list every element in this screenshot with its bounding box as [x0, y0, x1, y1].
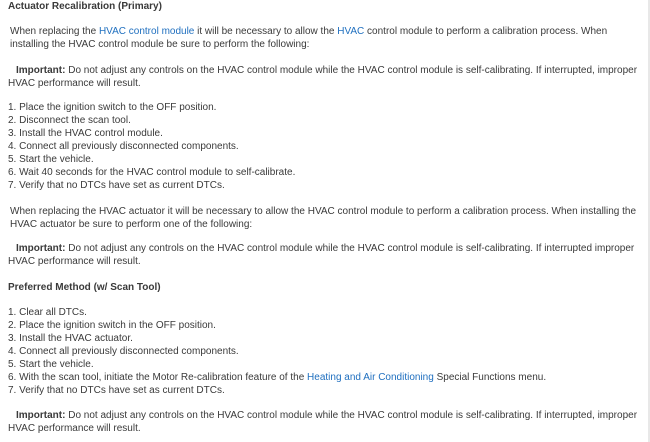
list-item: 6. Wait 40 seconds for the HVAC control module to self-calibrate. [8, 167, 296, 178]
procedure-list-2 [8, 306, 640, 397]
step-6-text-2: Special Functions menu. [433, 372, 547, 383]
important-note-2 [8, 242, 640, 268]
list-item: 5. Start the vehicle. [8, 154, 94, 165]
intro-paragraph [10, 25, 642, 51]
important-text: Do not adjust any controls on the HVAC control module while the HVAC control module is self-calibrating. If interrupted improper HVAC performance will result. [8, 243, 635, 267]
important-label: Important: [16, 410, 66, 421]
list-item: 1. Place the ignition switch to the OFF position. [8, 102, 217, 113]
intro-text-1: When replacing the [10, 26, 99, 37]
procedure-list-1 [8, 101, 640, 192]
intro-text-2: it will be necessary to allow the [194, 26, 338, 37]
list-item: 5. Start the vehicle. [8, 359, 94, 370]
important-text: Do not adjust any controls on the HVAC control module while the HVAC control module is self-calibrating. If interrupted, improper HVAC performance will result. [8, 410, 638, 434]
actuator-intro-paragraph: When replacing the HVAC actuator it will be necessary to allow the HVAC control module to perform a calibration process. When installing the HVAC actuator be sure to perform one of the following: [10, 206, 637, 230]
section-title-preferred-method: Preferred Method (w/ Scan Tool) [8, 282, 161, 293]
list-item [8, 371, 640, 384]
important-label: Important: [16, 243, 66, 254]
important-note-3 [8, 409, 640, 435]
important-label: Important: [16, 65, 66, 76]
section-title-actuator-recalibration: Actuator Recalibration (Primary) [8, 1, 162, 12]
hvac-control-module-link[interactable]: HVAC control module [98, 26, 195, 37]
list-item: 4. Connect all previously disconnected components. [8, 346, 239, 357]
heating-and-air-conditioning-link[interactable]: Heating and Air Conditioning [307, 372, 434, 383]
step-6-text-1: 6. With the scan tool, initiate the Motor Re-calibration feature of the [8, 372, 308, 383]
list-item: 2. Disconnect the scan tool. [8, 115, 131, 126]
list-item: 7. Verify that no DTCs have set as current DTCs. [8, 385, 225, 396]
hvac-link[interactable]: HVAC [337, 26, 365, 37]
list-item: 3. Install the HVAC control module. [8, 128, 163, 139]
important-text: Do not adjust any controls on the HVAC control module while the HVAC control module is self-calibrating. If interrupted, improper HVAC performance will result. [8, 65, 638, 89]
important-note-1 [8, 64, 640, 90]
list-item: 4. Connect all previously disconnected components. [8, 141, 239, 152]
list-item: 1. Clear all DTCs. [8, 307, 87, 318]
list-item: 7. Verify that no DTCs have set as current DTCs. [8, 180, 225, 191]
list-item: 3. Install the HVAC actuator. [8, 333, 133, 344]
list-item: 2. Place the ignition switch in the OFF position. [8, 320, 216, 331]
intro-text-3: control module to perform a calibration process. When installing the HVAC control module be sure to perform the following: [10, 26, 608, 50]
